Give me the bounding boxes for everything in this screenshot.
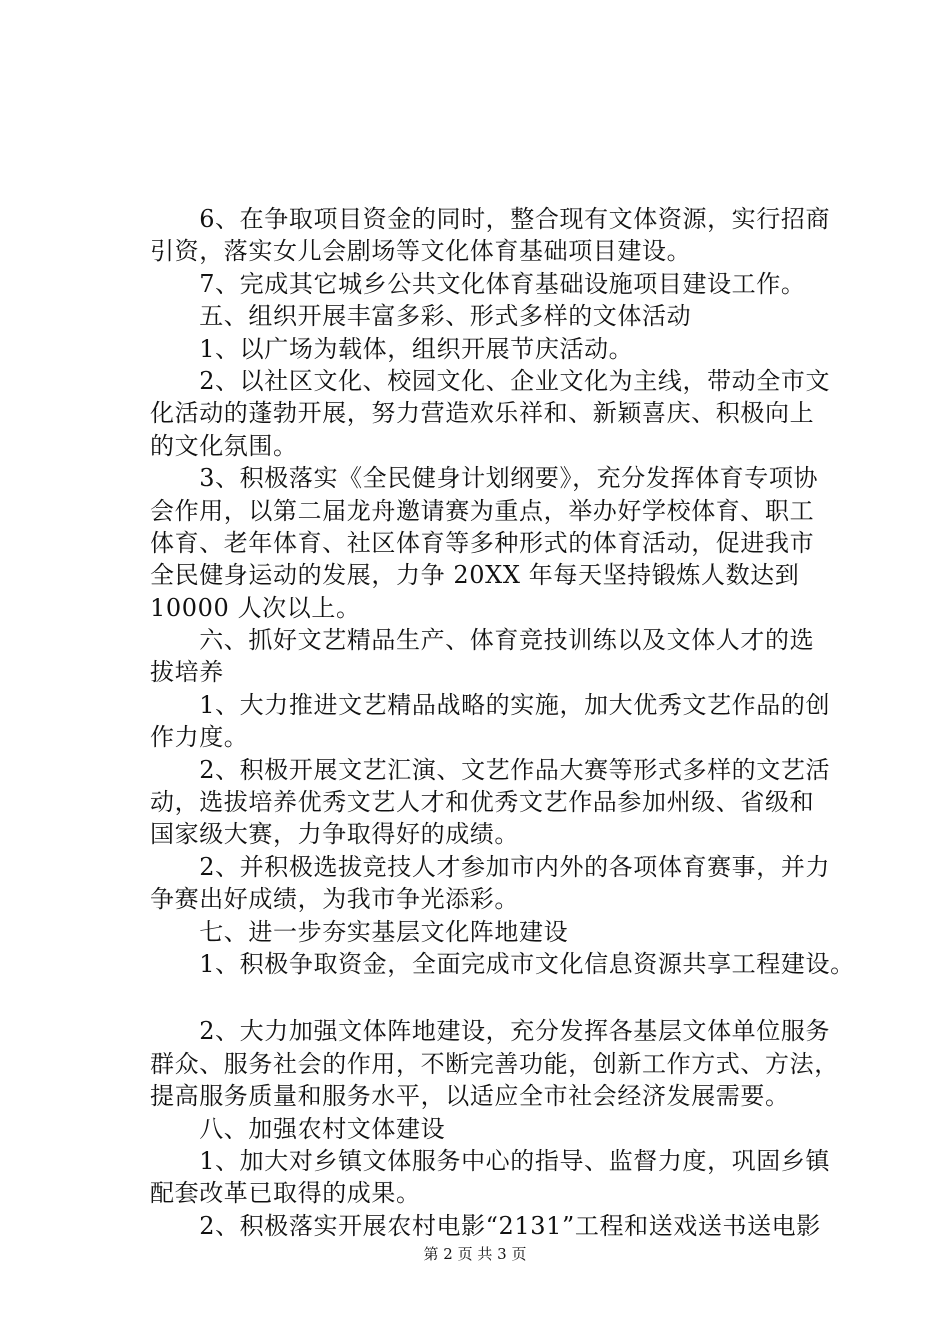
- text-line: 动，选拔培养优秀文艺人才和优秀文艺作品参加州级、省级和: [150, 788, 815, 817]
- text-line: 6、在争取项目资金的同时，整合现有文体资源，实行招商: [150, 205, 831, 233]
- text-line: 提高服务质量和服务水平，以适应全市社会经济发展需要。: [150, 1082, 790, 1111]
- text-line: 全民健身运动的发展，力争 20XX 年每天坚持锻炼人数达到: [150, 561, 800, 590]
- text-line: 1、大力推进文艺精品战略的实施，加大优秀文艺作品的创: [150, 690, 831, 719]
- text-line: 2、并积极选拔竞技人才参加市内外的各项体育赛事，并力: [150, 852, 831, 881]
- text-line: 会作用，以第二届龙舟邀请赛为重点，举办好学校体育、职工: [150, 496, 815, 525]
- text-line: 作力度。: [150, 723, 249, 752]
- text-line: 群众、服务社会的作用，不断完善功能，创新工作方式、方法，: [150, 1049, 839, 1078]
- text-line: 10000 人次以上。: [150, 593, 361, 622]
- text-line: 八、加强农村文体建设: [150, 1114, 446, 1143]
- text-line: 配套改革已取得的成果。: [150, 1179, 421, 1208]
- text-line: 拔培养: [150, 658, 224, 687]
- text-line: 3、积极落实《全民健身计划纲要》，充分发挥体育专项协: [150, 464, 819, 493]
- text-line: 化活动的蓬勃开展，努力营造欢乐祥和、新颖喜庆、积极向上: [150, 399, 815, 428]
- text-line: 国家级大赛，力争取得好的成绩。: [150, 820, 519, 849]
- text-line: 2、积极落实开展农村电影“2131”工程和送戏送书送电影: [150, 1211, 821, 1240]
- text-line: 1、加大对乡镇文体服务中心的指导、监督力度，巩固乡镇: [150, 1146, 831, 1175]
- text-line: 七、进一步夯实基层文化阵地建设: [150, 917, 569, 946]
- text-line: 1、积极争取资金，全面完成市文化信息资源共享工程建设。: [150, 949, 855, 978]
- text-line: 六、抓好文艺精品生产、体育竞技训练以及文体人才的选: [150, 626, 815, 655]
- text-line: 的文化氛围。: [150, 431, 298, 460]
- text-line: 7、完成其它城乡公共文化体育基础设施项目建设工作。: [150, 269, 806, 298]
- page-footer: 第 2 页 共 3 页: [423, 1245, 527, 1263]
- text-line: 体育、老年体育、社区体育等多种形式的体育活动，促进我市: [150, 528, 815, 557]
- blank-line: [150, 980, 850, 1015]
- text-line: 争赛出好成绩，为我市争光添彩。: [150, 885, 519, 914]
- text-line: 五、组织开展丰富多彩、形式多样的文体活动: [150, 302, 692, 331]
- document-body: [150, 203, 855, 1242]
- text-line: 2、以社区文化、校园文化、企业文化为主线，带动全市文: [150, 366, 831, 395]
- text-line: 2、大力加强文体阵地建设，充分发挥各基层文体单位服务: [150, 1017, 831, 1046]
- text-line: 2、积极开展文艺汇演、文艺作品大赛等形式多样的文艺活: [150, 755, 831, 784]
- text-line: 引资，落实女儿会剧场等文化体育基础项目建设。: [150, 237, 692, 266]
- text-line: 1、以广场为载体，组织开展节庆活动。: [150, 334, 634, 363]
